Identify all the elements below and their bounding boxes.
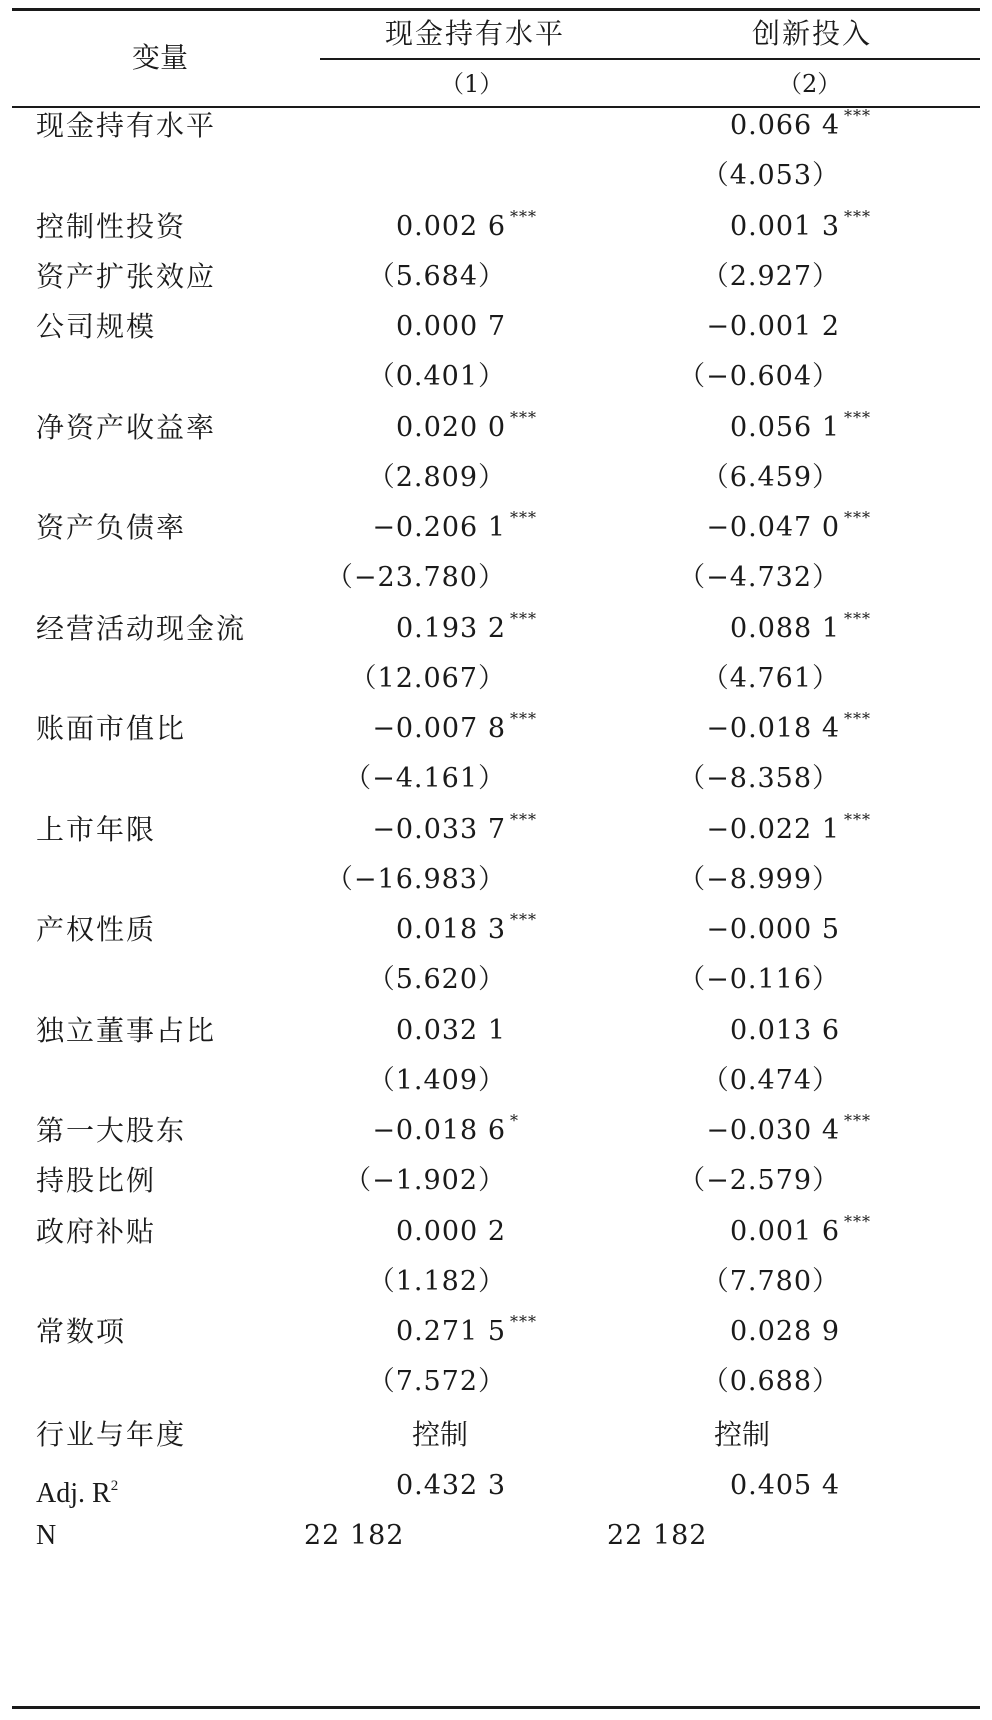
coefficient-value: −0.018 6: [372, 1115, 506, 1146]
t-statistic-c2: （−8.358）: [678, 763, 840, 794]
coefficient-value: 0.020 0: [395, 412, 506, 443]
adj-r2-col2: 0.405 4: [729, 1470, 840, 1501]
n-col2: 22 182: [607, 1520, 708, 1551]
coefficient-value: −0.030 4: [706, 1115, 840, 1146]
significance-stars: ***: [510, 709, 537, 728]
n-label: N: [36, 1520, 59, 1551]
header-col2-title: 创新投入: [752, 17, 873, 50]
fixed-effects-col1: 控制: [412, 1418, 469, 1451]
significance-stars: ***: [844, 508, 871, 527]
t-statistic-c1: （1.182）: [367, 1266, 506, 1297]
t-statistic-c1: （2.809）: [367, 462, 506, 493]
t-statistic-c1: （5.684）: [367, 261, 506, 292]
header-col1-title: 现金持有水平: [385, 17, 566, 50]
t-statistic-c2: （0.688）: [701, 1366, 840, 1397]
variable-label: 净资产收益率: [36, 411, 217, 444]
significance-stars: ***: [844, 709, 871, 728]
variable-label: 现金持有水平: [36, 109, 217, 142]
coefficient-c1: [395, 1312, 537, 1350]
coefficient-c1: [372, 810, 537, 848]
t-statistic-c2: （0.474）: [701, 1065, 840, 1096]
fixed-effects-label: 行业与年度: [36, 1418, 187, 1451]
n-col1: 22 182: [304, 1520, 405, 1551]
coefficient-c2: 0.013 6: [729, 1015, 840, 1046]
coefficient-c2: [729, 1212, 871, 1250]
coefficient-c2: [706, 1111, 871, 1149]
coefficient-c2: [706, 810, 871, 848]
coefficient-c1: [395, 207, 537, 245]
coefficient-c2: −0.000 5: [706, 914, 840, 945]
coefficient-value: −0.018 4: [706, 713, 840, 744]
coefficient-c2: [729, 106, 871, 144]
variable-label-continued: 资产扩张效应: [36, 260, 217, 293]
coefficient-value: −0.007 8: [372, 713, 506, 744]
t-statistic-c2: （2.927）: [701, 261, 840, 292]
coefficient-value: 0.193 2: [395, 613, 506, 644]
coefficient-value: −0.033 7: [372, 814, 506, 845]
t-statistic-c1: （7.572）: [367, 1366, 506, 1397]
variable-label: 经营活动现金流: [36, 612, 247, 645]
header-col2-number: （2）: [778, 70, 842, 98]
coefficient-c1: [395, 609, 537, 647]
adj-r2-col1: 0.432 3: [395, 1470, 506, 1501]
t-statistic-c2: （6.459）: [701, 462, 840, 493]
significance-stars: ***: [844, 810, 871, 829]
bottom-rule: [12, 1706, 980, 1709]
t-statistic-c1: （0.401）: [367, 361, 506, 392]
significance-stars: ***: [844, 408, 871, 427]
coefficient-value: −0.047 0: [706, 512, 840, 543]
coefficient-c1: [372, 508, 537, 546]
fixed-effects-col2: 控制: [714, 1418, 771, 1451]
coefficient-c2: −0.001 2: [706, 311, 840, 342]
coefficient-c1: [372, 1111, 519, 1149]
variable-label: 公司规模: [36, 310, 157, 343]
variable-label-continued: 持股比例: [36, 1164, 157, 1197]
variable-label: 账面市值比: [36, 712, 187, 745]
significance-stars: ***: [510, 910, 537, 929]
t-statistic-c2: （7.780）: [701, 1266, 840, 1297]
coefficient-c1: 0.000 7: [395, 311, 506, 342]
t-statistic-c1: （1.409）: [367, 1065, 506, 1096]
coefficient-value: 0.066 4: [729, 110, 840, 141]
coefficient-c1: 0.000 2: [395, 1216, 506, 1247]
coefficient-c1: [395, 910, 537, 948]
t-statistic-c2: （4.761）: [701, 663, 840, 694]
coefficient-value: −0.206 1: [372, 512, 506, 543]
coefficient-c2: [729, 207, 871, 245]
coefficient-c2: 0.028 9: [729, 1316, 840, 1347]
t-statistic-c1: （−23.780）: [325, 562, 506, 593]
variable-label: 上市年限: [36, 813, 157, 846]
t-statistic-c1: （5.620）: [367, 964, 506, 995]
variable-label: 常数项: [36, 1315, 127, 1348]
coefficient-c2: [729, 408, 871, 446]
significance-stars: ***: [510, 609, 537, 628]
significance-stars: ***: [844, 1212, 871, 1231]
t-statistic-c2: （−0.116）: [678, 964, 840, 995]
variable-label: 产权性质: [36, 913, 157, 946]
significance-stars: ***: [844, 106, 871, 125]
coefficient-c2: [706, 709, 871, 747]
t-statistic-c2: （4.053）: [701, 160, 840, 191]
top-rule: [12, 8, 980, 11]
coefficient-value: −0.022 1: [706, 814, 840, 845]
coefficient-value: 0.002 6: [395, 211, 506, 242]
t-statistic-c2: （−0.604）: [678, 361, 840, 392]
coefficient-value: 0.056 1: [729, 412, 840, 443]
significance-stars: ***: [510, 508, 537, 527]
coefficient-c2: [706, 508, 871, 546]
coefficient-value: 0.088 1: [729, 613, 840, 644]
coefficient-c1: 0.032 1: [395, 1015, 506, 1046]
header-variable: 变量: [132, 41, 189, 74]
t-statistic-c2: （−8.999）: [678, 864, 840, 895]
variable-label: 资产负债率: [36, 511, 187, 544]
header-col1-number: （1）: [440, 70, 504, 98]
coefficient-c1: [395, 408, 537, 446]
t-statistic-c2: （−4.732）: [678, 562, 840, 593]
variable-label: 第一大股东: [36, 1114, 187, 1147]
t-statistic-c1: （−1.902）: [344, 1165, 506, 1196]
coefficient-value: 0.001 6: [729, 1216, 840, 1247]
coefficient-value: 0.018 3: [395, 914, 506, 945]
significance-stars: ***: [510, 810, 537, 829]
significance-stars: ***: [510, 408, 537, 427]
coefficient-value: 0.271 5: [395, 1316, 506, 1347]
significance-stars: ***: [844, 1111, 871, 1130]
header-sub-rule: [320, 58, 980, 60]
variable-label: 独立董事占比: [36, 1014, 217, 1047]
coefficient-c1: [372, 709, 537, 747]
variable-label: 政府补贴: [36, 1215, 157, 1248]
significance-stars: ***: [510, 1312, 537, 1331]
significance-stars: ***: [510, 207, 537, 226]
t-statistic-c1: （−16.983）: [325, 864, 506, 895]
t-statistic-c1: （12.067）: [349, 663, 506, 694]
coefficient-value: 0.001 3: [729, 211, 840, 242]
significance-stars: ***: [844, 207, 871, 226]
adj-r2-label: Adj. $R^2$: [36, 1478, 119, 1509]
significance-stars: ***: [844, 609, 871, 628]
variable-label: 控制性投资: [36, 210, 187, 243]
coefficient-c2: [729, 609, 871, 647]
t-statistic-c1: （−4.161）: [344, 763, 506, 794]
significance-stars: *: [510, 1111, 519, 1130]
t-statistic-c2: （−2.579）: [678, 1165, 840, 1196]
